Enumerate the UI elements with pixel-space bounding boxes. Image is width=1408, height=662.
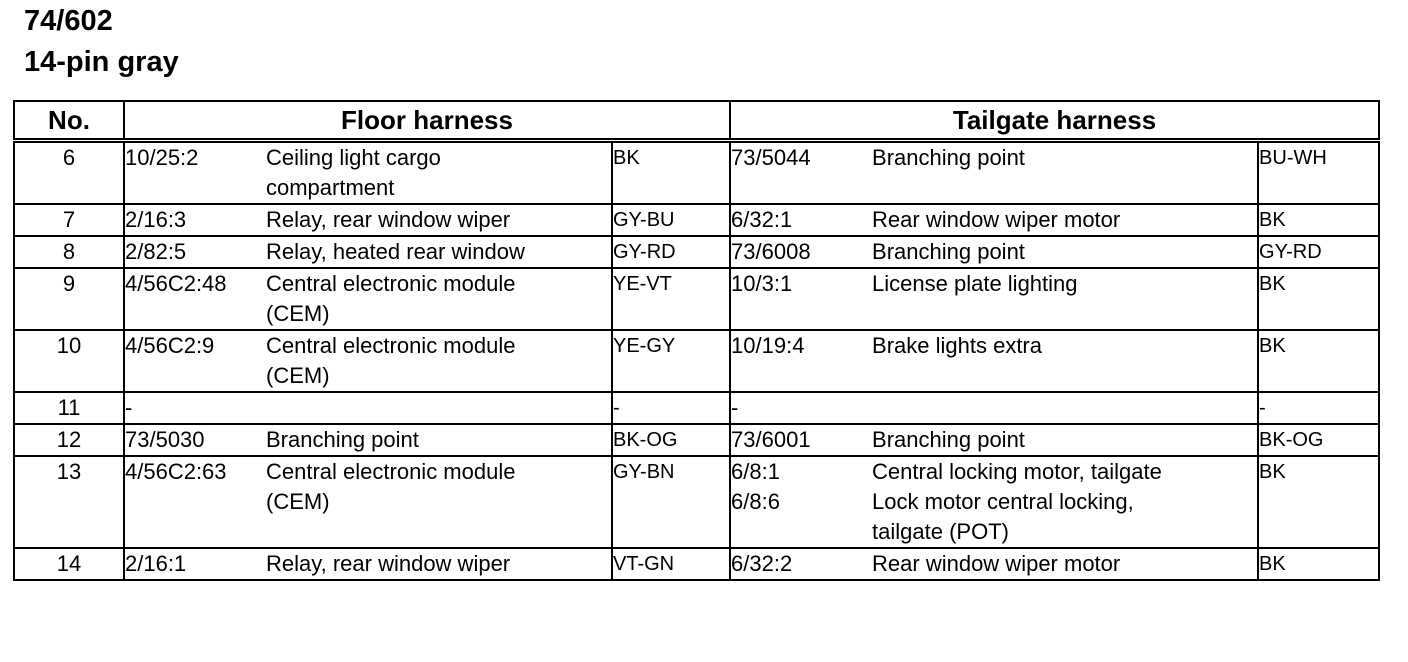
tailgate-connector: 6/32:1 (730, 204, 872, 236)
tailgate-connector: - (730, 392, 872, 424)
tailgate-connector: 10/3:1 (730, 268, 872, 330)
table-row (14, 392, 1379, 424)
floor-description: Central electronic module (CEM) (266, 330, 612, 392)
floor-connector: - (124, 392, 266, 424)
pin-number: 10 (14, 330, 124, 392)
floor-description: Ceiling light cargo compartment (266, 141, 612, 205)
floor-description: Relay, rear window wiper (266, 204, 612, 236)
table-row (14, 268, 1379, 330)
header-no: No. (14, 101, 124, 141)
pin-number: 6 (14, 141, 124, 205)
table-row (14, 141, 1379, 205)
pin-number: 8 (14, 236, 124, 268)
tailgate-description: Central locking motor, tailgate Lock motor central locking, tailgate (POT) (872, 456, 1258, 548)
header-row (14, 101, 1379, 141)
tailgate-connector: 73/6001 (730, 424, 872, 456)
floor-connector: 4/56C2:63 (124, 456, 266, 548)
tailgate-wire-color: GY-RD (1258, 236, 1379, 268)
connector-type: 14-pin gray (24, 46, 179, 78)
tailgate-connector: 73/6008 (730, 236, 872, 268)
table-row (14, 204, 1379, 236)
header-tailgate-harness: Tailgate harness (730, 101, 1379, 141)
tailgate-description: Brake lights extra (872, 330, 1258, 392)
tailgate-wire-color: BK (1258, 268, 1379, 330)
floor-wire-color: BK (612, 141, 730, 205)
tailgate-description: License plate lighting (872, 268, 1258, 330)
floor-connector: 73/5030 (124, 424, 266, 456)
tailgate-wire-color: BK (1258, 456, 1379, 548)
tailgate-wire-color: BU-WH (1258, 141, 1379, 205)
floor-description: Relay, rear window wiper (266, 548, 612, 580)
table-row (14, 548, 1379, 580)
floor-wire-color: YE-VT (612, 268, 730, 330)
tailgate-wire-color: BK-OG (1258, 424, 1379, 456)
floor-wire-color: GY-BN (612, 456, 730, 548)
tailgate-connector: 10/19:4 (730, 330, 872, 392)
floor-description: Relay, heated rear window (266, 236, 612, 268)
connector-id: 74/602 (24, 5, 113, 37)
floor-wire-color: YE-GY (612, 330, 730, 392)
tailgate-description: Branching point (872, 141, 1258, 205)
floor-connector: 10/25:2 (124, 141, 266, 205)
floor-connector: 4/56C2:48 (124, 268, 266, 330)
table-row (14, 330, 1379, 392)
table-row (14, 456, 1379, 548)
floor-wire-color: GY-BU (612, 204, 730, 236)
header-floor-harness: Floor harness (124, 101, 730, 141)
floor-wire-color: - (612, 392, 730, 424)
tailgate-connector: 6/32:2 (730, 548, 872, 580)
floor-connector: 2/16:1 (124, 548, 266, 580)
floor-description: Branching point (266, 424, 612, 456)
floor-wire-color: GY-RD (612, 236, 730, 268)
pin-number: 9 (14, 268, 124, 330)
pin-table (13, 100, 1380, 581)
floor-description (266, 392, 612, 424)
tailgate-wire-color: BK (1258, 330, 1379, 392)
floor-wire-color: BK-OG (612, 424, 730, 456)
floor-description: Central electronic module (CEM) (266, 456, 612, 548)
pin-number: 12 (14, 424, 124, 456)
tailgate-connector: 73/5044 (730, 141, 872, 205)
tailgate-wire-color: - (1258, 392, 1379, 424)
tailgate-description: Rear window wiper motor (872, 204, 1258, 236)
tailgate-description (872, 392, 1258, 424)
tailgate-wire-color: BK (1258, 548, 1379, 580)
table-row (14, 236, 1379, 268)
pin-number: 7 (14, 204, 124, 236)
pin-number: 14 (14, 548, 124, 580)
floor-connector: 2/82:5 (124, 236, 266, 268)
tailgate-description: Branching point (872, 236, 1258, 268)
floor-connector: 4/56C2:9 (124, 330, 266, 392)
table-body (14, 141, 1379, 581)
table-row (14, 424, 1379, 456)
pin-number: 13 (14, 456, 124, 548)
tailgate-connector: 6/8:1 6/8:6 (730, 456, 872, 548)
tailgate-description: Branching point (872, 424, 1258, 456)
tailgate-wire-color: BK (1258, 204, 1379, 236)
floor-connector: 2/16:3 (124, 204, 266, 236)
pin-number: 11 (14, 392, 124, 424)
floor-description: Central electronic module (CEM) (266, 268, 612, 330)
tailgate-description: Rear window wiper motor (872, 548, 1258, 580)
floor-wire-color: VT-GN (612, 548, 730, 580)
